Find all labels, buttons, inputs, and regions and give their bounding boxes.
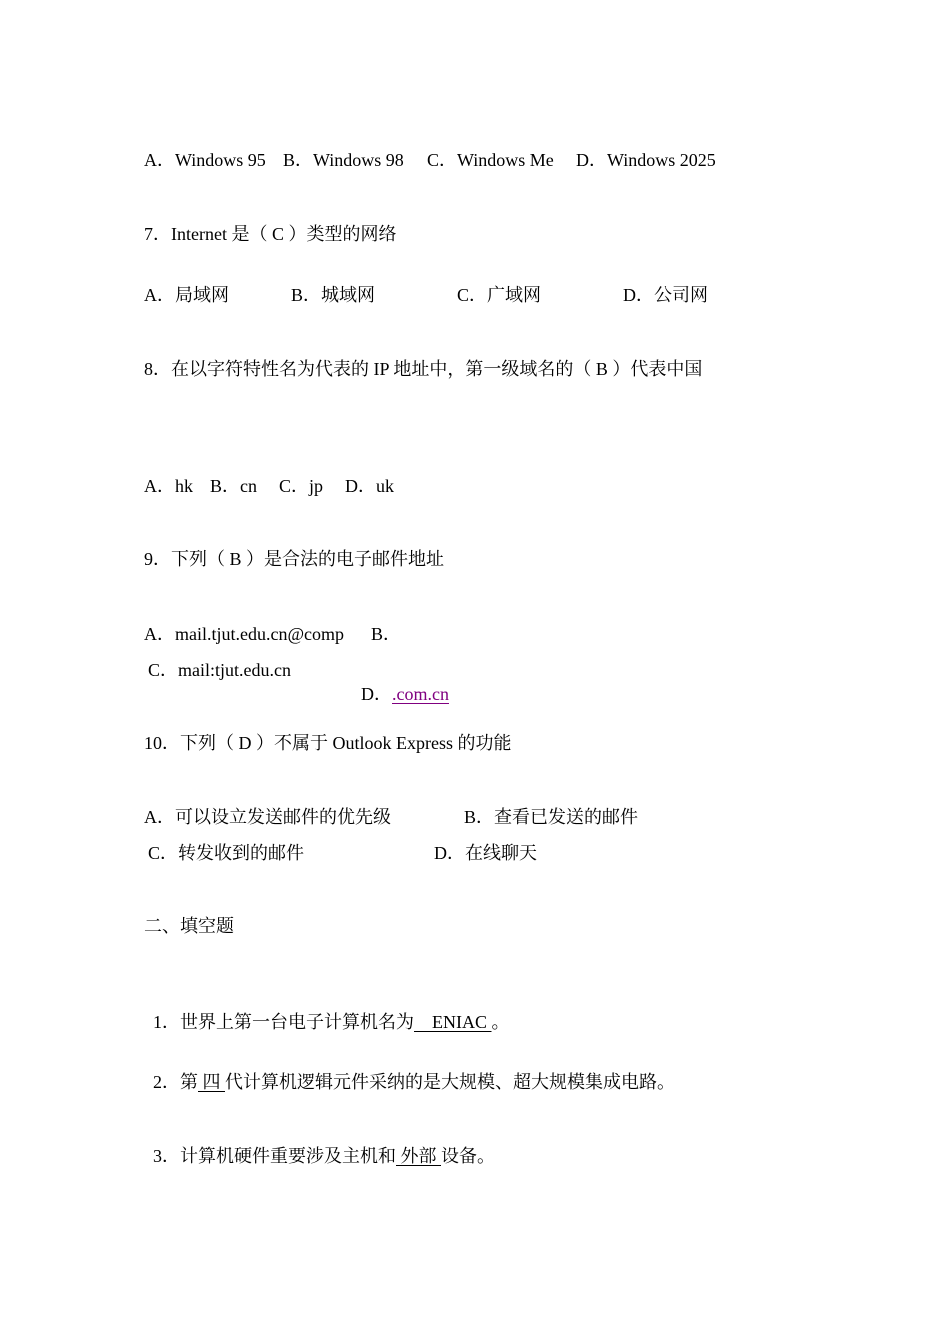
q10-options-row1 <box>144 805 639 829</box>
q9-options-row1 <box>144 622 402 646</box>
q7-question: 7．Internet 是（ C ）类型的网络 <box>144 224 397 244</box>
q7-option-c: C．广域网 <box>457 285 542 305</box>
q7-option-a: A．局域网 <box>144 285 229 305</box>
q7-option-d: D．公司网 <box>623 285 708 305</box>
q9-option-d-link[interactable]: .com.cn <box>392 684 449 704</box>
fill3-prefix: 3．计算机硬件重要涉及主机和 <box>153 1146 396 1166</box>
q9-option-b: B． <box>371 624 402 644</box>
fill1-prefix: 1．世界上第一台电子计算机名为 <box>153 1012 414 1032</box>
q9-option-c: C．mail:tjut.edu.cn <box>148 660 291 680</box>
q8-option-c: C．jp <box>279 476 324 496</box>
q8-option-a: A．hk <box>144 476 193 496</box>
q9-option-d <box>343 658 449 730</box>
q9-option-a: A．mail.tjut.edu.cn@comp <box>144 624 345 644</box>
fill1-answer: ENIAC <box>414 1012 492 1032</box>
q7-options <box>144 283 708 307</box>
q9-question: 9．下列（ B ）是合法的电子邮件地址 <box>144 549 445 569</box>
q7-option-b: B．城域网 <box>291 285 376 305</box>
fill2-suffix: 代计算机逻辑元件采纳的是大规模、超大规模集成电路。 <box>225 1072 675 1092</box>
fill1-suffix: 。 <box>491 1012 510 1032</box>
q6-options <box>144 148 716 172</box>
q10-question: 10．下列（ D ）不属于 Outlook Express 的功能 <box>144 733 512 753</box>
q6-option-a: A．Windows 95 <box>144 150 266 170</box>
fill3-answer: 外部 <box>396 1146 441 1166</box>
q8-option-d: D．uk <box>345 476 394 496</box>
q6-option-d: D．Windows 2025 <box>576 150 716 170</box>
q10-option-d: D．在线聊天 <box>434 843 537 863</box>
fill-question-3 <box>144 1120 495 1166</box>
q9-options-row2 <box>144 658 449 704</box>
fill3-suffix: 设备。 <box>441 1146 495 1166</box>
q10-option-c: C．转发收到的邮件 <box>148 843 305 863</box>
q6-option-c: C．Windows Me <box>427 150 554 170</box>
q8-options <box>144 474 394 498</box>
q10-option-a: A．可以设立发送邮件的优先级 <box>144 807 391 827</box>
fill2-answer: 四 <box>198 1072 225 1092</box>
fill-question-1 <box>144 986 510 1032</box>
fill-question-2 <box>144 1046 675 1092</box>
q10-option-b: B．查看已发送的邮件 <box>464 807 639 827</box>
fill2-prefix: 2．第 <box>153 1072 198 1092</box>
q9-option-d-label: D． <box>361 684 392 704</box>
q8-question: 8．在以字符特性名为代表的 IP 地址中，第一级域名的（ B ）代表中国 <box>144 359 703 379</box>
q10-options-row2 <box>144 841 537 865</box>
q6-option-b: B．Windows 98 <box>283 150 404 170</box>
q8-option-b: B．cn <box>210 476 257 496</box>
section-heading: 二、填空题 <box>144 916 234 936</box>
